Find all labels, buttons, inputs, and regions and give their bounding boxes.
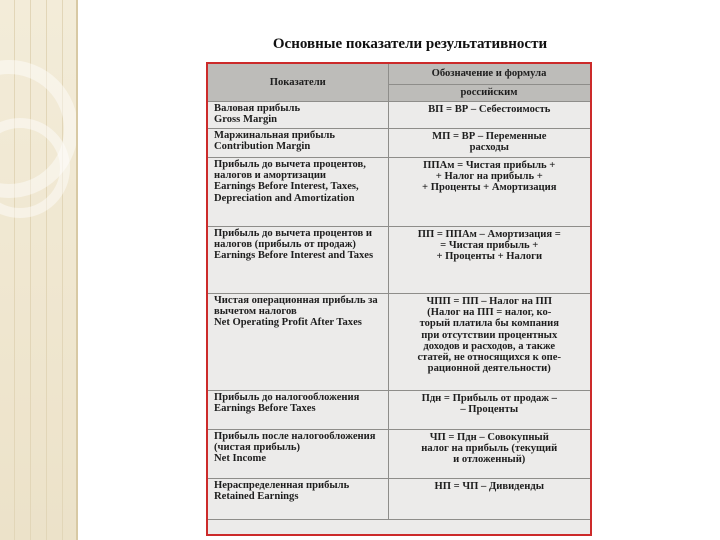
slide-title: Основные показатели результативности (272, 36, 548, 52)
indicator-cell (208, 430, 388, 479)
table-row (208, 158, 590, 227)
formula-cell (388, 430, 590, 479)
formula-line: налог на прибыль (текущий (421, 443, 558, 455)
indicator-ru: Прибыль после налогообложения (чистая прибыль) (214, 431, 376, 454)
formula-line: и отложенный) (453, 454, 526, 466)
header-formula-sub: российским (388, 85, 590, 102)
table-row (208, 430, 590, 479)
table-row (208, 479, 590, 520)
indicator-ru: Прибыль до вычета процентов и налогов (прибыль от продаж) (214, 228, 373, 251)
indicator-cell (208, 102, 388, 129)
formula-cell (388, 391, 590, 430)
table-row (208, 227, 590, 294)
formula-line: + Налог на прибыль + (435, 171, 543, 183)
formula-line: Пдн = Прибыль от продаж – (421, 393, 557, 404)
indicator-en: Net Income (214, 453, 267, 465)
formula-line: расходы (469, 142, 509, 154)
table-row (208, 391, 590, 430)
decorative-side-panel (0, 0, 78, 540)
indicator-ru: Маржинальная прибыль (214, 130, 336, 141)
formula-cell (388, 158, 590, 227)
formula-line: + Проценты + Налоги (436, 251, 543, 263)
indicator-cell (208, 479, 388, 520)
formula-line: ЧПП = ПП – Налог на ПП (426, 296, 553, 307)
formula-line: МП = ВР – Переменные (432, 131, 547, 142)
indicator-ru: Прибыль до вычета процентов, налогов и амортизации (214, 159, 366, 182)
formula-cell (388, 479, 590, 520)
indicator-cell (208, 227, 388, 294)
formula-line: ВП = ВР – Себестоимость (428, 104, 551, 115)
formula-cell (388, 294, 590, 391)
indicator-en: Gross Margin (214, 114, 278, 126)
indicators-table (208, 64, 591, 520)
formula-line: (Налог на ПП = налог, ко- (427, 307, 552, 319)
formula-line: + Проценты + Амортизация (422, 182, 557, 194)
indicator-ru: Прибыль до налогообложения (214, 392, 360, 403)
indicator-cell (208, 158, 388, 227)
header-formula: Обозначение и формула (388, 64, 590, 85)
indicator-en: Earnings Before Interest and Taxes (214, 250, 374, 262)
formula-line: доходов и расходов, а также (423, 340, 556, 352)
formula-line: торый платила бы компания (419, 318, 559, 330)
indicator-ru: Валовая прибыль (214, 103, 301, 114)
formula-line: при отсутствии процентных (421, 329, 558, 341)
formula-line: ПП = ППАм – Амортизация = (417, 229, 561, 240)
formula-line: ЧП = Пдн – Совокупный (429, 432, 549, 443)
formula-line: НП = ЧП – Дивиденды (434, 481, 544, 492)
formula-line: статей, не относящихся к опе- (417, 352, 562, 364)
indicator-en: Net Operating Profit After Taxes (214, 317, 362, 329)
header-indicator: Показатели (208, 64, 388, 102)
table-row (208, 102, 590, 129)
indicator-en: Earnings Before Interest, Taxes, Depreciation and Amortization (214, 181, 359, 204)
indicators-table-frame (206, 62, 592, 536)
indicator-en: Contribution Margin (214, 141, 311, 153)
indicator-en: Earnings Before Taxes (214, 403, 316, 415)
indicator-ru: Нераспределенная прибыль (214, 480, 350, 491)
formula-line: рационной деятельности) (427, 363, 551, 375)
indicator-en: Retained Earnings (214, 491, 299, 503)
formula-cell (388, 102, 590, 129)
indicator-cell (208, 294, 388, 391)
indicator-ru: Чистая операционная прибыль за вычетом налогов (214, 295, 378, 318)
formula-cell (388, 129, 590, 158)
indicator-cell (208, 391, 388, 430)
table-row (208, 294, 590, 391)
indicator-cell (208, 129, 388, 158)
formula-line: – Проценты (460, 404, 519, 416)
table-row (208, 129, 590, 158)
formula-line: = Чистая прибыль + (440, 240, 539, 252)
formula-line: ППАм = Чистая прибыль + (423, 160, 556, 171)
formula-cell (388, 227, 590, 294)
